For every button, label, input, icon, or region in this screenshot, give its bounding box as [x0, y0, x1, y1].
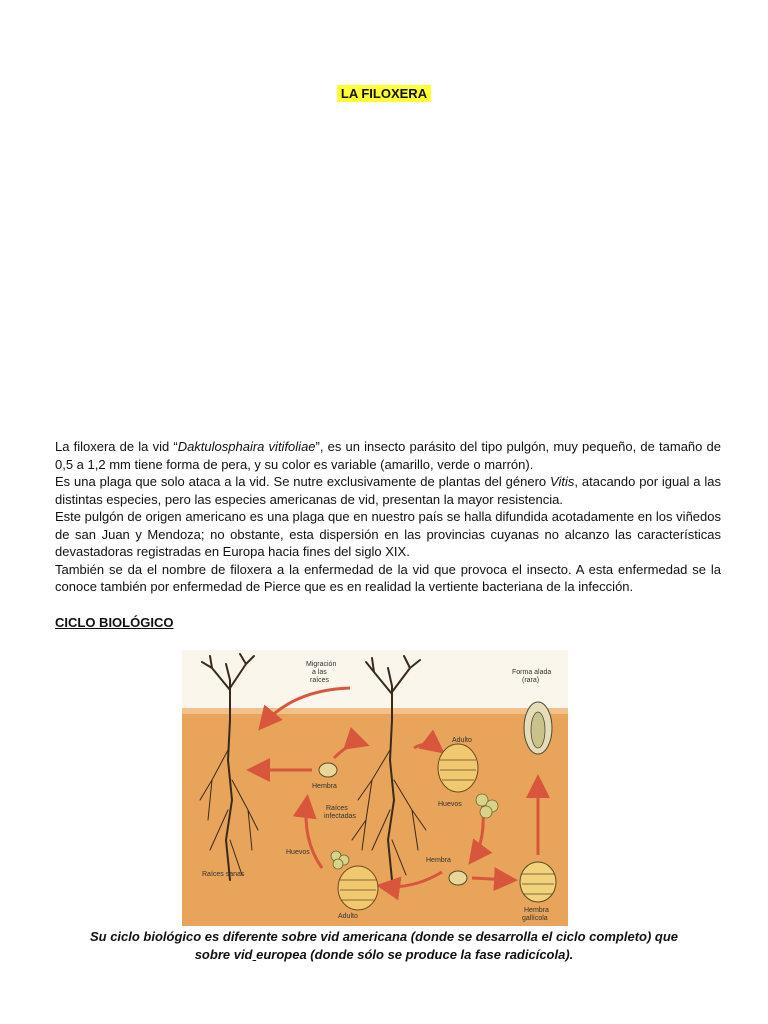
paragraph-2-end: , atacando por igual a las distintas especies, pero las especies americanas de vid, presentan la mayor resistencia. — [55, 474, 721, 507]
caption-line-2 — [40, 946, 728, 964]
life-cycle-illustration — [182, 650, 568, 926]
gall-arrow — [472, 878, 512, 880]
label-migration-2: a las — [312, 669, 327, 676]
label-raices-inf-1: Raíces — [326, 805, 348, 812]
label-raices-sanas: Raíces sanas — [202, 871, 245, 878]
paragraph-1-end: ”, es un insecto parásito del tipo pulgón, muy pequeño, de tamaño de 0,5 a 1,2 mm tiene forma de pera, y su color es variable (amarillo, verde o marrón). — [55, 439, 722, 472]
paragraph-1-start: La filoxera de la vid “ — [55, 439, 178, 454]
label-hembra-mid: Hembra — [426, 857, 451, 864]
label-adulto-top: Adulto — [452, 737, 472, 744]
label-huevos-left: Huevos — [286, 849, 310, 856]
species-name: Daktulosphaira vitifoliae — [177, 439, 316, 454]
female-insect-icon — [319, 763, 337, 777]
label-forma-alada-1: Forma alada — [512, 669, 552, 676]
paragraph-3: Este pulgón de origen americano es una plaga que en nuestro país se halla difundida acotadamente en los viñedos de san Juan y Mendoza; no obstante, esta dispersión en las provincias cuyanas no alcanzo las características devastadoras registradas en Europa hacia fines del siglo XIX. — [55, 509, 721, 559]
caption-line-2-end: europea (donde sólo se produce la fase radicícola). — [256, 947, 574, 962]
body-text — [55, 438, 721, 596]
caption-line-1: Su ciclo biológico es diferente sobre vid americana (donde se desarrolla el ciclo completo) que — [89, 929, 679, 944]
document-title — [0, 86, 768, 101]
paragraph-1 — [55, 438, 721, 473]
label-hembra-top: Hembra — [312, 783, 337, 790]
life-cycle-figure — [182, 650, 568, 926]
winged-insect-icon — [524, 702, 552, 754]
adult-insect-top-icon — [438, 744, 478, 792]
title-highlight: LA FILOXERA — [337, 85, 431, 102]
label-hembra-gal-2: gallícola — [522, 915, 548, 922]
paragraph-4: También se da el nombre de filoxera a la enfermedad de la vid que provoca el insecto. A esta enfermedad se la conoce también por enfermedad de Pierce que es en realidad la vertiente bacteriana de la infección. — [55, 561, 721, 594]
label-huevos-mid: Huevos — [438, 801, 462, 808]
paragraph-2-start: Es una plaga que solo ataca a la vid. Se nutre exclusivamente de plantas del género — [55, 474, 551, 489]
paragraph-2 — [55, 473, 721, 508]
label-forma-alada-2: (rara) — [522, 677, 540, 684]
section-heading: CICLO BIOLÓGICO — [55, 615, 174, 630]
genus-name: Vitis — [550, 474, 575, 489]
figure-caption — [40, 928, 728, 964]
adult-insect-bottom-icon — [338, 866, 378, 910]
label-migration-3: raíces — [310, 677, 330, 684]
label-raices-inf-2: infectadas — [324, 813, 356, 820]
caption-line-2-start: sobre vid — [194, 947, 253, 962]
female-insect-mid-icon — [449, 871, 467, 885]
label-adulto-bottom: Adulto — [338, 913, 358, 920]
label-hembra-gal-1: Hembra — [524, 907, 549, 914]
gall-female-insect-icon — [520, 862, 556, 902]
label-migration-1: Migración — [306, 661, 337, 668]
